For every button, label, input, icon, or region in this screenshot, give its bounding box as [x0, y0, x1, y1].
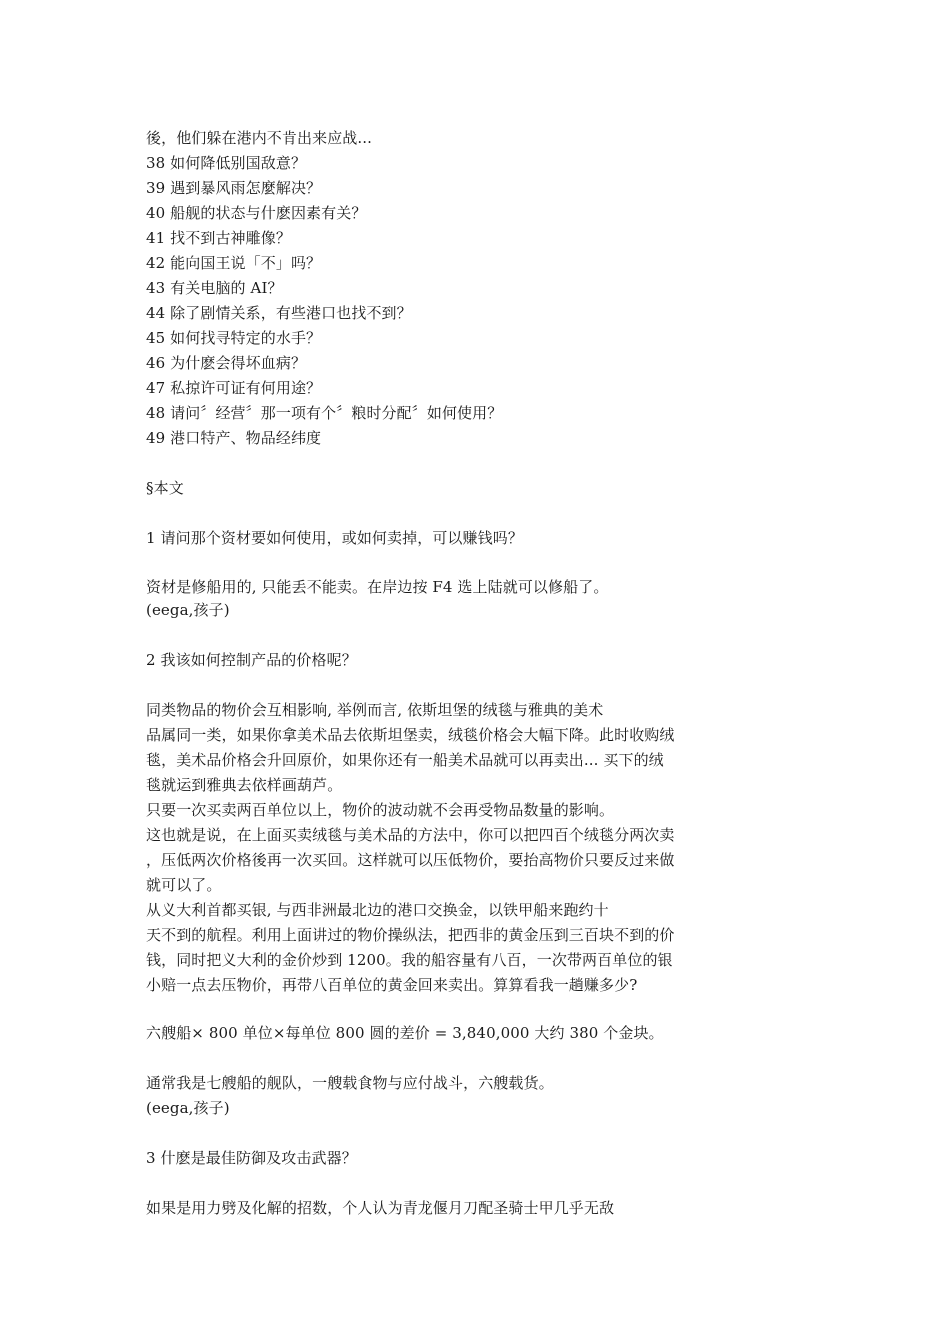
answer-line: 毯就运到雅典去依样画葫芦。 [146, 776, 343, 794]
answer-line: 同类物品的物价会互相影响, 举例而言, 依斯坦堡的绒毯与雅典的美术 [146, 701, 604, 719]
question-1: 1 请问那个资材要如何使用，或如何卖掉，可以赚钱吗？ [146, 529, 523, 547]
toc-item-40: 40 船舰的状态与什麽因素有关？ [146, 204, 367, 222]
answer-line: 小赔一点去压物价，再带八百单位的黄金回来卖出。算算看我一趟赚多少? [146, 976, 638, 994]
text-line: 後，他们躲在港内不肯出来应战... [146, 129, 373, 147]
toc-item-43: 43 有关电脑的 AI？ [146, 279, 283, 297]
toc-item-42: 42 能向国王说「不」吗？ [146, 254, 322, 272]
calculation-line: 六艘船× 800 单位×每单位 800 圆的差价 = 3,840,000 大约 380 个金块。 [146, 1024, 664, 1042]
answer-line: 这也就是说，在上面买卖绒毯与美术品的方法中，你可以把四百个绒毯分两次卖 [146, 826, 675, 844]
answer-line: 资材是修船用的, 只能丢不能卖。在岸边按 F4 选上陆就可以修船了。 [146, 578, 609, 596]
answer-line: 如果是用力劈及化解的招数，个人认为青龙偃月刀配圣骑士甲几乎无敌 [146, 1199, 615, 1217]
toc-item-41: 41 找不到古神雕像？ [146, 229, 291, 247]
toc-item-38: 38 如何降低别国敌意？ [146, 154, 307, 172]
answer-line: 品属同一类，如果你拿美术品去依斯坦堡卖，绒毯价格会大幅下降。此时收购绒 [146, 726, 675, 744]
answer-line: 钱，同时把义大利的金价炒到 1200。我的船容量有八百，一次带两百单位的银 [146, 951, 673, 969]
answer-line: 通常我是七艘船的舰队，一艘载食物与应付战斗，六艘载货。 [146, 1074, 554, 1092]
question-2: 2 我该如何控制产品的价格呢？ [146, 651, 357, 669]
answer-line: 从义大利首都买银, 与西非洲最北边的港口交换金，以铁甲船来跑约十 [146, 901, 609, 919]
author-credit: (eega,孩子) [146, 1099, 230, 1117]
toc-item-44: 44 除了剧情关系，有些港口也找不到？ [146, 304, 412, 322]
author-credit: (eega,孩子) [146, 601, 230, 619]
answer-line: 就可以了。 [146, 876, 222, 894]
question-3: 3 什麽是最佳防御及攻击武器？ [146, 1149, 357, 1167]
toc-item-46: 46 为什麽会得坏血病？ [146, 354, 307, 372]
answer-line: 毯，美术品价格会升回原价，如果你还有一船美术品就可以再卖出... 买下的绒 [146, 751, 664, 769]
answer-line: 天不到的航程。利用上面讲过的物价操纵法，把西非的黄金压到三百块不到的价 [146, 926, 675, 944]
section-heading: §本文 [146, 479, 184, 497]
toc-item-39: 39 遇到暴风雨怎麼解决？ [146, 179, 322, 197]
toc-item-49: 49 港口特产、物品经纬度 [146, 429, 322, 447]
toc-item-47: 47 私掠许可证有何用途？ [146, 379, 322, 397]
answer-line: ，压低两次价格後再一次买回。这样就可以压低物价，要抬高物价只要反过来做 [146, 851, 675, 869]
toc-item-45: 45 如何找寻特定的水手？ [146, 329, 322, 347]
toc-item-48: 48 请问〞经营〞那一项有个〞粮时分配〞如何使用？ [146, 404, 503, 422]
answer-line: 只要一次买卖两百单位以上，物价的波动就不会再受物品数量的影响。 [146, 801, 615, 819]
